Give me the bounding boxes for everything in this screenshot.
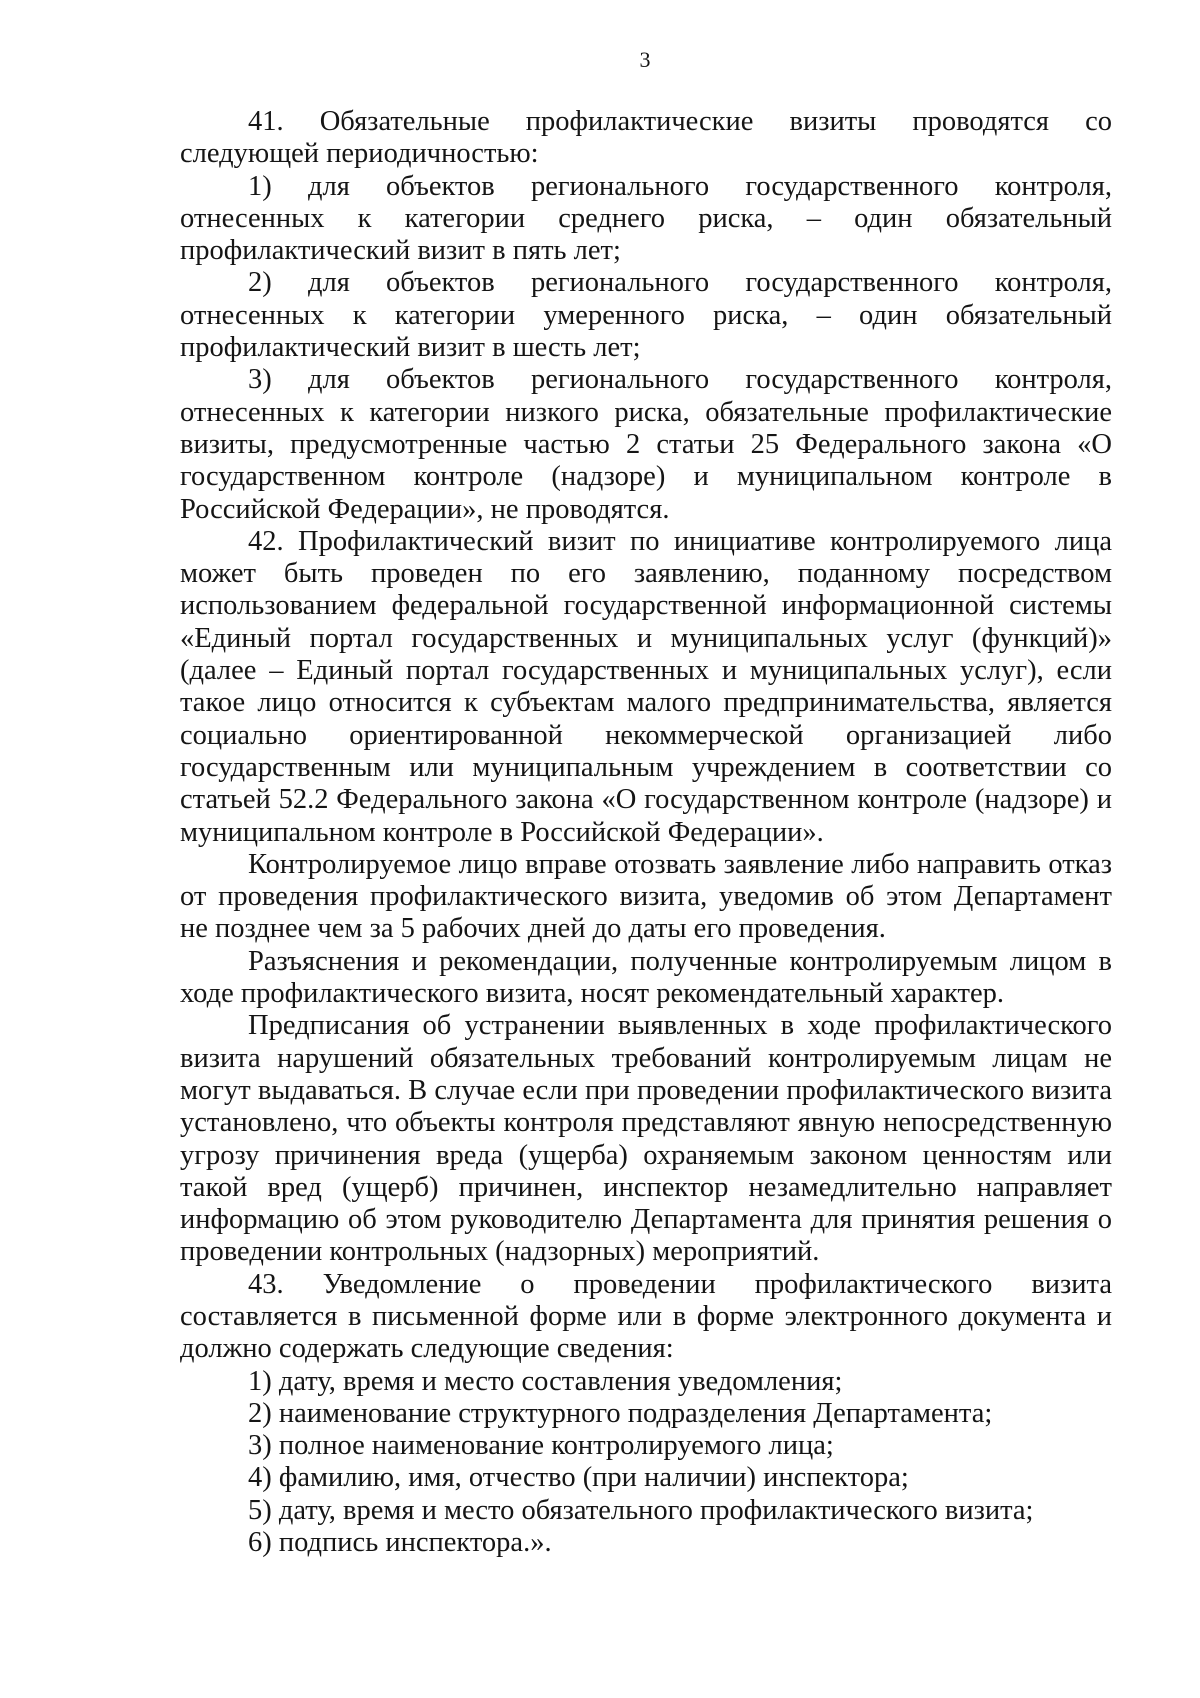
- page-number: 3: [639, 47, 651, 72]
- list-item-43-2: 2) наименование структурного подразделения Департамента;: [248, 1397, 993, 1429]
- paragraph-42: 42. Профилактический визит по инициативе контролируемого лица может быть проведен по его заявлению, поданному посредством использованием федеральной государственной информационной системы «Единый портал государственных и муниципальных услуг (функций)» (далее – Единый портал государственных и муниципальных услуг), если такое лицо относится к субъектам малого предпринимательства, является социально ориентированной некоммерческой организацией либо государственным или муниципальным учреждением в соответствии со статьей 52.2 Федерального закона «О государственном контроле (надзоре) и муниципальном контроле в Российской Федерации».: [180, 525, 1112, 848]
- paragraph-withdrawal: Контролируемое лицо вправе отозвать заявление либо направить отказ от проведения профилактического визита, уведомив об этом Департамент не позднее чем за 5 рабочих дней до даты его проведения.: [180, 848, 1112, 945]
- document-body: [180, 106, 1112, 1559]
- paragraph-41: 41. Обязательные профилактические визиты проводятся со следующей периодичностью:: [180, 106, 1112, 170]
- list-item-41-1: 1) для объектов регионального государственного контроля, отнесенных к категории среднего риска, – один обязательный профилактический визит в пять лет;: [180, 170, 1112, 267]
- list-item-41-3: 3) для объектов регионального государственного контроля, отнесенных к категории низкого риска, обязательные профилактические визиты, предусмотренные частью 2 статьи 25 Федерального закона «О государственном контроле (надзоре) и муниципальном контроле в Российской Федерации», не проводятся.: [180, 364, 1112, 525]
- list-item-43-4: 4) фамилию, имя, отчество (при наличии) инспектора;: [248, 1462, 909, 1494]
- list-item-43-3: 3) полное наименование контролируемого лица;: [248, 1430, 834, 1462]
- list-item-41-2: 2) для объектов регионального государственного контроля, отнесенных к категории умеренного риска, – один обязательный профилактический визит в шесть лет;: [180, 267, 1112, 364]
- list-item-43-6: 6) подпись инспектора.».: [248, 1527, 552, 1559]
- list-item-43-1: 1) дату, время и место составления уведомления;: [248, 1365, 843, 1397]
- paragraph-explanations: Разъяснения и рекомендации, полученные контролируемым лицом в ходе профилактического визита, носят рекомендательный характер.: [180, 945, 1112, 1010]
- paragraph-43: 43. Уведомление о проведении профилактического визита составляется в письменной форме или в форме электронного документа и должно содержать следующие сведения:: [180, 1268, 1112, 1365]
- paragraph-prescriptions: Предписания об устранении выявленных в ходе профилактического визита нарушений обязательных требований контролируемым лицам не могут выдаваться. В случае если при проведении профилактического визита установлено, что объекты контроля представляют явную непосредственную угрозу причинения вреда (ущерба) охраняемым законом ценностям или такой вред (ущерб) причинен, инспектор незамедлительно направляет информацию об этом руководителю Департамента для принятия решения о проведении контрольных (надзорных) мероприятий.: [180, 1010, 1112, 1268]
- list-item-43-5: 5) дату, время и место обязательного профилактического визита;: [248, 1494, 1034, 1526]
